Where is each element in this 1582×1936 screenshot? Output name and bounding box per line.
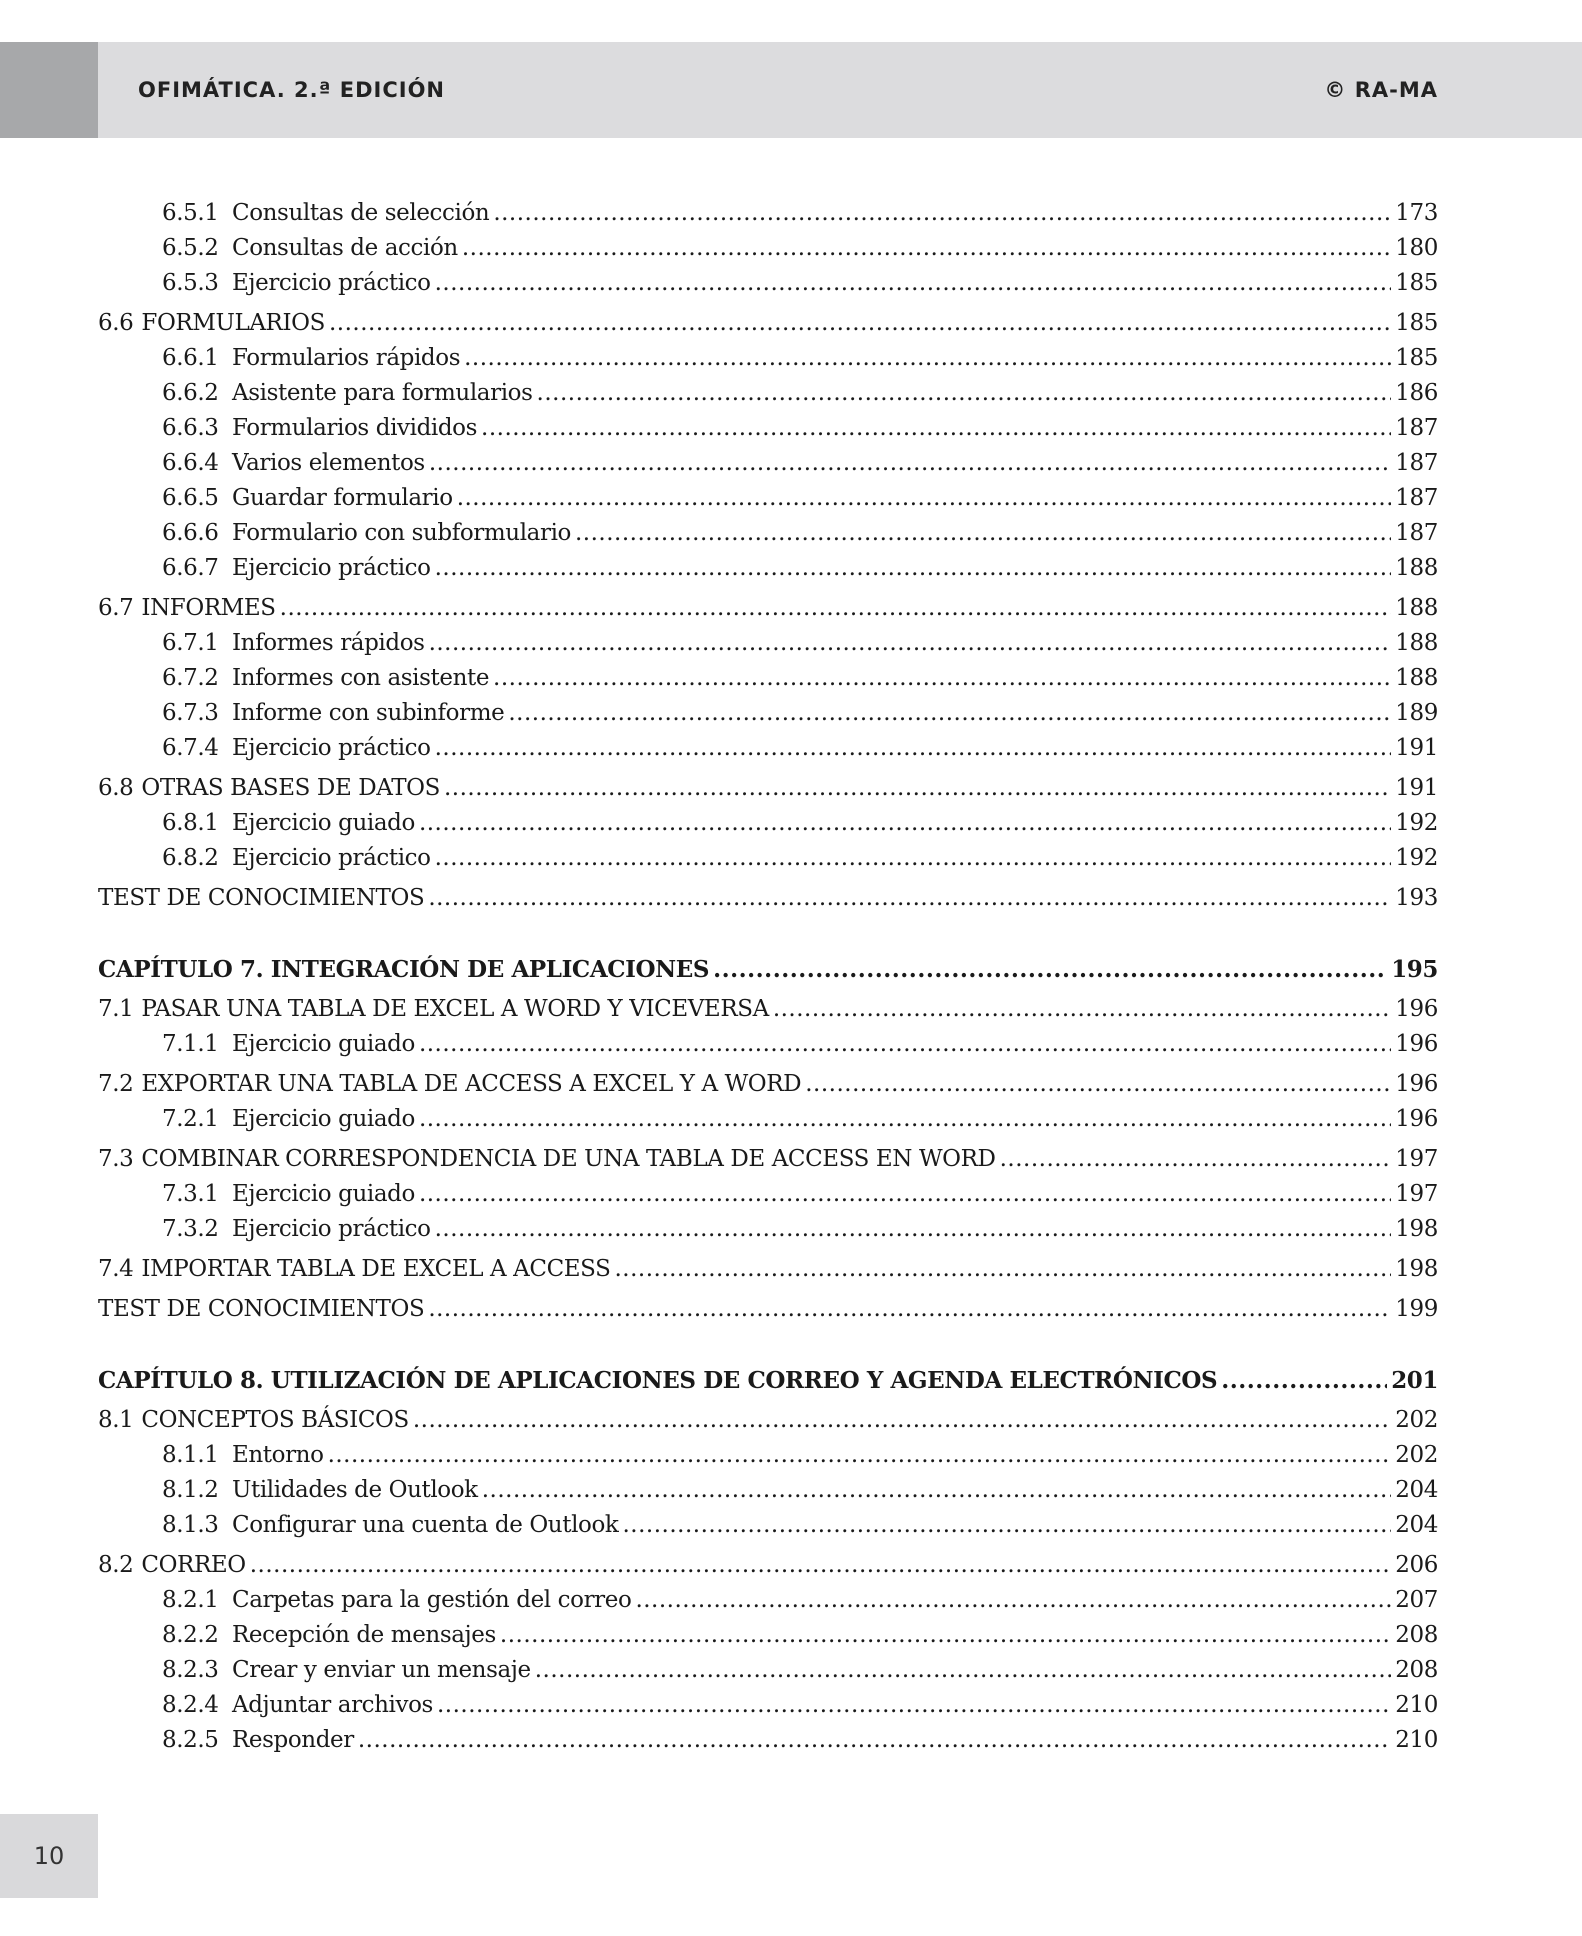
toc-dot-leader — [435, 731, 1392, 766]
toc-entry-number: 8.2.3 — [162, 1657, 219, 1683]
toc-entry-page: 210 — [1395, 1727, 1438, 1753]
toc-entry-page: 196 — [1395, 996, 1438, 1022]
toc-entry-page: 206 — [1395, 1552, 1438, 1578]
toc-entry — [98, 841, 1438, 876]
toc-dot-leader — [428, 1292, 1391, 1327]
publisher-label: © RA-MA — [1324, 78, 1438, 102]
toc-dot-leader — [493, 661, 1391, 696]
toc-entry-number: 8.1 — [98, 1407, 134, 1433]
toc-dot-leader — [437, 1688, 1391, 1723]
toc-entry-page: 210 — [1395, 1692, 1438, 1718]
toc-entry-title: FORMULARIOS — [141, 310, 325, 336]
toc-entry — [98, 696, 1438, 731]
toc-entry-title: Ejercicio guiado — [232, 1031, 415, 1057]
toc-entry — [98, 1548, 1438, 1583]
toc-entry-title: INFORMES — [141, 595, 276, 621]
toc-entry-title: Responder — [232, 1727, 354, 1753]
toc-entry-title: Configurar una cuenta de Outlook — [232, 1512, 619, 1538]
toc-entry-number: 6.6 — [98, 310, 134, 336]
toc-dot-leader — [635, 1583, 1391, 1618]
toc-entry-title: Carpetas para la gestión del correo — [232, 1587, 632, 1613]
toc-entry-title: Ejercicio práctico — [232, 1216, 431, 1242]
toc-entry-title: Consultas de acción — [232, 235, 458, 261]
toc-entry-title: PASAR UNA TABLA DE EXCEL A WORD Y VICEVERSA — [141, 996, 769, 1022]
toc-dot-leader — [535, 1653, 1392, 1688]
toc-entry-title: Ejercicio guiado — [232, 1181, 415, 1207]
toc-entry-title: Formularios rápidos — [232, 345, 461, 371]
page-number: 10 — [33, 1842, 65, 1870]
toc-entry-number: 8.2.1 — [162, 1587, 219, 1613]
toc-entry — [98, 591, 1438, 626]
toc-entry-title: COMBINAR CORRESPONDENCIA DE UNA TABLA DE ACCESS EN WORD — [141, 1146, 996, 1172]
toc-entry-title: Informe con subinforme — [232, 700, 505, 726]
toc-entry — [98, 992, 1438, 1027]
toc-entry-title: Ejercicio práctico — [232, 845, 431, 871]
toc-entry-page: 201 — [1391, 1367, 1438, 1394]
toc-entry-number: 8.2.4 — [162, 1692, 219, 1718]
toc-entry — [98, 952, 1438, 987]
toc-entry-title: Consultas de selección — [232, 200, 490, 226]
toc-entry-title: Asistente para formularios — [232, 380, 533, 406]
toc-entry-page: 185 — [1395, 270, 1438, 296]
toc-entry-page: 195 — [1391, 956, 1438, 983]
toc-entry-title: IMPORTAR TABLA DE EXCEL A ACCESS — [141, 1256, 611, 1282]
toc-entry-title: EXPORTAR UNA TABLA DE ACCESS A EXCEL Y A WORD — [141, 1071, 802, 1097]
toc-dot-leader — [280, 591, 1392, 626]
toc-entry-page: 188 — [1395, 555, 1438, 581]
toc-dot-leader — [435, 1212, 1392, 1247]
toc-dot-leader — [419, 1102, 1391, 1137]
toc-entry-number: 6.7 — [98, 595, 134, 621]
toc-entry — [98, 1067, 1438, 1102]
toc-dot-leader — [435, 841, 1392, 876]
toc-dot-leader — [508, 696, 1391, 731]
toc-entry-page: 193 — [1395, 885, 1438, 911]
toc-dot-leader — [805, 1067, 1391, 1102]
toc-entry-title: Ejercicio práctico — [232, 555, 431, 581]
toc-entry-page: 188 — [1395, 630, 1438, 656]
toc-entry-number: 7.2 — [98, 1071, 134, 1097]
toc-entry-number: 6.6.1 — [162, 345, 219, 371]
toc-entry — [98, 1688, 1438, 1723]
toc-entry-title: Ejercicio guiado — [232, 1106, 415, 1132]
toc-entry — [98, 266, 1438, 301]
toc-entry — [98, 481, 1438, 516]
toc-dot-leader — [419, 1177, 1391, 1212]
toc-entry-number: 8.2 — [98, 1552, 134, 1578]
toc-dot-leader — [462, 231, 1391, 266]
toc-entry-page: 208 — [1395, 1622, 1438, 1648]
toc-entry — [98, 1403, 1438, 1438]
toc-dot-leader — [250, 1548, 1392, 1583]
toc-entry-number: 6.6.3 — [162, 415, 219, 441]
toc-entry — [98, 731, 1438, 766]
toc-dot-leader — [481, 411, 1391, 446]
toc-entry-page: 202 — [1395, 1407, 1438, 1433]
toc-entry-title: Guardar formulario — [232, 485, 453, 511]
toc-entry — [98, 1027, 1438, 1062]
table-of-contents — [98, 196, 1438, 1758]
toc-entry-number: 6.7.4 — [162, 735, 219, 761]
toc-entry-page: 204 — [1395, 1512, 1438, 1538]
toc-dot-leader — [537, 376, 1392, 411]
toc-entry — [98, 516, 1438, 551]
toc-entry — [98, 306, 1438, 341]
toc-entry-number: 7.2.1 — [162, 1106, 219, 1132]
toc-entry — [98, 376, 1438, 411]
toc-entry-number: 6.7.1 — [162, 630, 219, 656]
toc-entry-title: Varios elementos — [232, 450, 425, 476]
toc-entry-page: 197 — [1395, 1146, 1438, 1172]
toc-entry-number: 6.8.2 — [162, 845, 219, 871]
toc-entry-page: 202 — [1395, 1442, 1438, 1468]
toc-entry-page: 187 — [1395, 520, 1438, 546]
toc-entry-number: 6.7.2 — [162, 665, 219, 691]
toc-entry-title: OTRAS BASES DE DATOS — [141, 775, 440, 801]
toc-entry-number: 8.2.2 — [162, 1622, 219, 1648]
toc-entry-title: Crear y enviar un mensaje — [232, 1657, 531, 1683]
toc-dot-leader — [457, 481, 1392, 516]
toc-entry — [98, 446, 1438, 481]
toc-dot-leader — [429, 626, 1392, 661]
toc-entry — [98, 661, 1438, 696]
toc-entry — [98, 806, 1438, 841]
toc-entry — [98, 1142, 1438, 1177]
toc-entry — [98, 1583, 1438, 1618]
toc-entry-page: 191 — [1395, 775, 1438, 801]
toc-entry-page: 199 — [1395, 1296, 1438, 1322]
toc-entry — [98, 771, 1438, 806]
toc-entry-page: 173 — [1395, 200, 1438, 226]
toc-entry — [98, 881, 1438, 916]
toc-entry-title: Utilidades de Outlook — [232, 1477, 478, 1503]
toc-entry-page: 208 — [1395, 1657, 1438, 1683]
book-title: OFIMÁTICA. 2.ª EDICIÓN — [138, 78, 445, 102]
toc-entry — [98, 196, 1438, 231]
toc-dot-leader — [482, 1473, 1392, 1508]
toc-entry-title: Informes con asistente — [232, 665, 490, 691]
toc-entry-title: TEST DE CONOCIMIENTOS — [98, 1296, 425, 1322]
toc-entry-title: CORREO — [141, 1552, 246, 1578]
toc-entry-number: 6.6.6 — [162, 520, 219, 546]
toc-entry — [98, 1438, 1438, 1473]
toc-entry-page: 197 — [1395, 1181, 1438, 1207]
toc-entry — [98, 1102, 1438, 1137]
toc-entry-number: 6.5.2 — [162, 235, 219, 261]
toc-dot-leader — [435, 551, 1392, 586]
toc-entry-title: Adjuntar archivos — [232, 1692, 433, 1718]
toc-entry-number: 6.8.1 — [162, 810, 219, 836]
toc-entry-page: 196 — [1395, 1106, 1438, 1132]
toc-entry-number: 7.1 — [98, 996, 134, 1022]
toc-entry-title: Formularios divididos — [232, 415, 478, 441]
toc-entry — [98, 1363, 1438, 1398]
toc-entry-page: 207 — [1395, 1587, 1438, 1613]
toc-entry-title: Formulario con subformulario — [232, 520, 571, 546]
toc-entry-number: 6.7.3 — [162, 700, 219, 726]
toc-dot-leader — [575, 516, 1391, 551]
toc-entry — [98, 1508, 1438, 1543]
toc-entry-number: 8.2.5 — [162, 1727, 219, 1753]
toc-entry-page: 188 — [1395, 595, 1438, 621]
toc-dot-leader — [328, 1438, 1392, 1473]
toc-dot-leader — [773, 992, 1391, 1027]
toc-dot-leader — [500, 1618, 1391, 1653]
toc-entry-page: 185 — [1395, 345, 1438, 371]
toc-dot-leader — [419, 1027, 1391, 1062]
toc-entry-number: 8.1.3 — [162, 1512, 219, 1538]
toc-entry — [98, 341, 1438, 376]
toc-entry-title: Ejercicio práctico — [232, 735, 431, 761]
toc-entry — [98, 1653, 1438, 1688]
toc-entry-page: 196 — [1395, 1031, 1438, 1057]
toc-entry-title: CAPÍTULO 8. UTILIZACIÓN DE APLICACIONES DE CORREO Y AGENDA ELECTRÓNICOS — [98, 1367, 1218, 1394]
toc-entry-page: 187 — [1395, 485, 1438, 511]
toc-entry-number: 6.6.2 — [162, 380, 219, 406]
toc-entry-number: 6.8 — [98, 775, 134, 801]
toc-entry-title: TEST DE CONOCIMIENTOS — [98, 885, 425, 911]
toc-entry-page: 204 — [1395, 1477, 1438, 1503]
toc-entry-title: Entorno — [232, 1442, 324, 1468]
toc-entry-page: 198 — [1395, 1256, 1438, 1282]
toc-entry — [98, 626, 1438, 661]
toc-entry-title: Ejercicio práctico — [232, 270, 431, 296]
toc-entry-title: CONCEPTOS BÁSICOS — [141, 1407, 409, 1433]
toc-entry-number: 6.5.1 — [162, 200, 219, 226]
toc-entry-page: 192 — [1395, 810, 1438, 836]
toc-dot-leader — [419, 806, 1391, 841]
toc-entry — [98, 231, 1438, 266]
toc-dot-leader — [358, 1723, 1391, 1758]
toc-entry — [98, 411, 1438, 446]
header-tab-block — [0, 42, 98, 138]
toc-entry-number: 6.6.7 — [162, 555, 219, 581]
toc-entry-number: 7.3.1 — [162, 1181, 219, 1207]
toc-dot-leader — [413, 1403, 1391, 1438]
toc-entry-number: 6.5.3 — [162, 270, 219, 296]
toc-entry-page: 192 — [1395, 845, 1438, 871]
toc-entry-page: 187 — [1395, 450, 1438, 476]
toc-dot-leader — [435, 266, 1392, 301]
toc-dot-leader — [493, 196, 1391, 231]
toc-entry-title: Ejercicio guiado — [232, 810, 415, 836]
toc-dot-leader — [464, 341, 1391, 376]
toc-dot-leader — [614, 1252, 1391, 1287]
toc-entry-page: 186 — [1395, 380, 1438, 406]
toc-entry-title: Recepción de mensajes — [232, 1622, 496, 1648]
toc-dot-leader — [622, 1508, 1391, 1543]
toc-entry-page: 191 — [1395, 735, 1438, 761]
toc-dot-leader — [429, 446, 1391, 481]
toc-entry — [98, 1723, 1438, 1758]
toc-dot-leader — [1221, 1363, 1387, 1398]
toc-dot-leader — [428, 881, 1391, 916]
toc-entry-page: 198 — [1395, 1216, 1438, 1242]
toc-entry-page: 187 — [1395, 415, 1438, 441]
toc-dot-leader — [1000, 1142, 1392, 1177]
toc-entry-number: 8.1.2 — [162, 1477, 219, 1503]
toc-entry-number: 7.3 — [98, 1146, 134, 1172]
toc-entry-number: 8.1.1 — [162, 1442, 219, 1468]
toc-entry-number: 6.6.5 — [162, 485, 219, 511]
toc-entry-number: 7.1.1 — [162, 1031, 219, 1057]
toc-entry — [98, 1252, 1438, 1287]
toc-dot-leader — [713, 952, 1387, 987]
toc-entry-number: 6.6.4 — [162, 450, 219, 476]
toc-entry-title: Informes rápidos — [232, 630, 425, 656]
toc-entry-page: 180 — [1395, 235, 1438, 261]
toc-entry-page: 185 — [1395, 310, 1438, 336]
toc-entry — [98, 1212, 1438, 1247]
toc-entry-number: 7.4 — [98, 1256, 134, 1282]
toc-entry — [98, 1473, 1438, 1508]
toc-entry-page: 188 — [1395, 665, 1438, 691]
toc-entry-title: CAPÍTULO 7. INTEGRACIÓN DE APLICACIONES — [98, 956, 710, 983]
toc-entry — [98, 1177, 1438, 1212]
toc-entry — [98, 1292, 1438, 1327]
toc-entry — [98, 1618, 1438, 1653]
toc-dot-leader — [329, 306, 1391, 341]
toc-dot-leader — [444, 771, 1391, 806]
toc-entry-page: 189 — [1395, 700, 1438, 726]
toc-entry-page: 196 — [1395, 1071, 1438, 1097]
toc-entry-number: 7.3.2 — [162, 1216, 219, 1242]
toc-entry — [98, 551, 1438, 586]
